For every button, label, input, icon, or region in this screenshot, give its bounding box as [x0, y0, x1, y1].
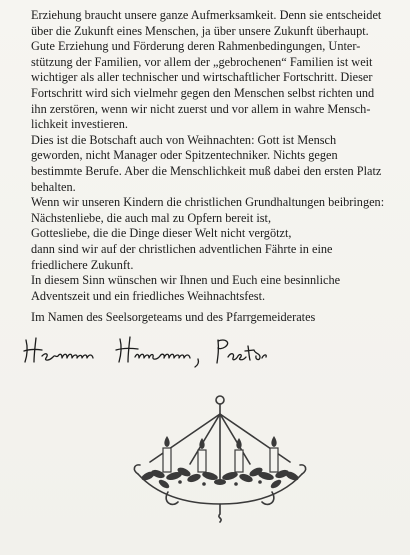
closing-line: Im Namen des Seelsorgeteams und des Pfarrgemeiderates	[31, 310, 316, 324]
advent-candelabra-illustration	[128, 392, 313, 527]
letter-line: Erziehung braucht unsere ganze Aufmerksamkeit. Denn sie entscheidet	[31, 8, 382, 22]
letter-line: über die Zukunft eines Menschen, ja über unsere Zukunft überhaupt.	[31, 23, 369, 38]
letter-line: Gute Erziehung und Förderung deren Rahmenbedingungen, Unter-	[31, 39, 361, 54]
letter-line: Gottesliebe, die die Dinge dieser Welt nicht vergötzt,	[31, 226, 292, 241]
letter-line: bestimmte Berufe. Aber die Menschlichkeit muß dabei den ersten Platz	[31, 163, 382, 178]
letter-line: Adventszeit und ein friedliches Weihnachtsfest.	[31, 288, 266, 303]
candle	[198, 450, 206, 472]
letter-line: geworden, nicht Manager oder Spitzentechniker. Nichts gegen	[31, 148, 338, 163]
flame	[271, 436, 276, 447]
letter-body	[31, 8, 403, 304]
letter-line: Nächstenliebe, die auch mal zu Opfern bereit ist,	[31, 210, 272, 225]
letter-line: friedlichere Zukunft.	[31, 257, 134, 272]
candle	[270, 448, 278, 472]
candle	[235, 450, 243, 472]
handwritten-signature	[22, 332, 312, 368]
letter-line: behalten.	[31, 179, 76, 194]
letter-line: ihn zerstören, wenn wir nicht zuerst und vor allem in wahre Mensch-	[31, 101, 371, 116]
letter-line: wichtiger als aller technischer und wirtschaftlicher Fortschritt. Dieser	[31, 70, 373, 85]
letter-line: In diesem Sinn wünschen wir Ihnen und Euch eine besinnliche	[31, 273, 341, 288]
letter-line: Wenn wir unseren Kindern die christlichen Grundhaltungen beibringen:	[31, 195, 385, 210]
letter-line: Dies ist die Botschaft auch von Weihnachten: Gott ist Mensch	[31, 132, 337, 147]
letter-line: Fortschritt wird sich vielmehr gegen den Menschen selbst richten und	[31, 85, 375, 100]
letter-line: lichkeit investieren.	[31, 117, 128, 132]
flame	[236, 438, 241, 449]
letter-line: stützung der Familien, vor allem der „gebrochenen“ Familien ist weit	[31, 54, 373, 69]
letter-line: dann sind wir auf der christlichen adventlichen Fährte in eine	[31, 241, 333, 256]
flame	[164, 436, 169, 447]
candle	[163, 448, 171, 472]
